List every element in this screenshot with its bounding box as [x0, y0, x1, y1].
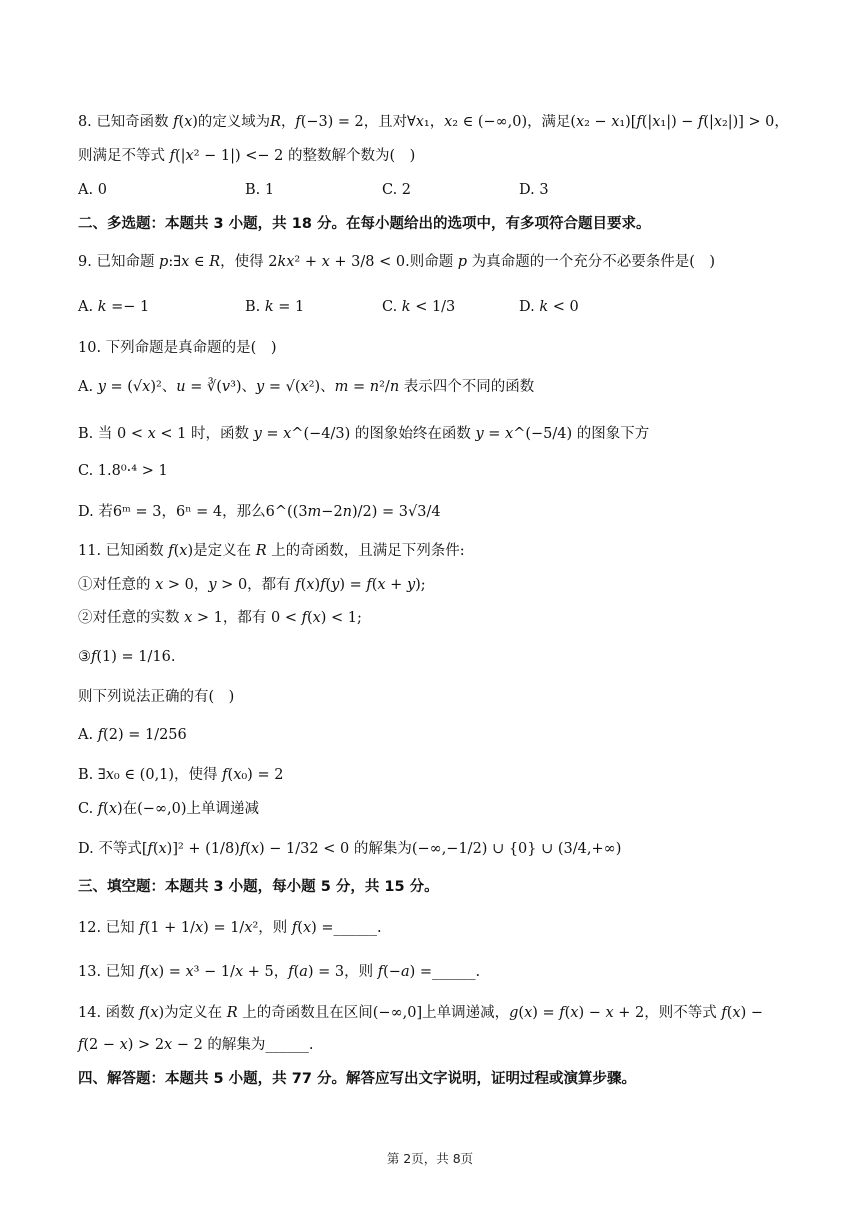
q11-condition-1: ①对任意的 𝑥 > 0，𝑦 > 0，都有 𝑓(𝑥)𝑓(𝑦) = 𝑓(𝑥 + 𝑦);: [78, 577, 426, 593]
q11-option-b: B. ∃𝑥₀ ∈ (0,1)，使得 𝑓(𝑥₀) = 2: [78, 767, 284, 783]
section-4-heading: 四、解答题：本题共 5 小题，共 77 分。解答应写出文字说明，证明过程或演算步骤。: [78, 1071, 636, 1087]
q8-option-b: B. 1: [245, 182, 275, 198]
q10-option-d: D. 若6ᵐ = 3，6ⁿ = 4，那么6^((3𝑚−2𝑛)/2) = 3√3/4: [78, 504, 441, 520]
q8-line2: 则满足不等式 𝑓(|𝑥² − 1|) <− 2 的整数解个数为( ): [78, 148, 416, 164]
q9-stem: 9. 已知命题 𝑝:∃𝑥 ∈ 𝑅，使得 2𝑘𝑥² + 𝑥 + 3/8 < 0.则命题 𝑝 为真命题的一个充分不必要条件是( ): [78, 254, 716, 270]
q9-option-d: D. 𝑘 < 0: [519, 299, 579, 315]
q9-option-a: A. 𝑘 =− 1: [78, 299, 150, 315]
q10-stem: 10. 下列命题是真命题的是( ): [78, 340, 277, 356]
q10-option-a: A. 𝑦 = (√𝑥)²、𝑢 = ∛(𝑣³)、𝑦 = √(𝑥²)、𝑚 = 𝑛²/𝑛 表示四个不同的函数: [78, 379, 535, 395]
q11-condition-3: ③𝑓(1) = 1/16.: [78, 649, 176, 665]
q11-condition-2: ②对任意的实数 𝑥 > 1，都有 0 < 𝑓(𝑥) < 1;: [78, 610, 362, 626]
q11-option-c: C. 𝑓(𝑥)在(−∞,0)上单调递减: [78, 801, 260, 817]
q11-stem: 11. 已知函数 𝑓(𝑥)是定义在 𝑅 上的奇函数，且满足下列条件:: [78, 543, 465, 559]
page-footer: 第 2页，共 8页: [386, 1151, 474, 1166]
q9-option-b: B. 𝑘 = 1: [245, 299, 305, 315]
q11-ask: 则下列说法正确的有( ): [78, 689, 235, 705]
q11-option-d: D. 不等式[𝑓(𝑥)]² + (1/8)𝑓(𝑥) − 1/32 < 0 的解集为(−∞,−1/2) ∪ {0} ∪ (3/4,+∞): [78, 841, 622, 857]
q9-option-c: C. 𝑘 < 1/3: [382, 299, 456, 315]
q14-line1: 14. 函数 𝑓(𝑥)为定义在 𝑅 上的奇函数且在区间(−∞,0]上单调递减，𝑔(𝑥) = 𝑓(𝑥) − 𝑥 + 2，则不等式 𝑓(𝑥) −: [78, 1005, 764, 1021]
section-2-heading: 二、多选题：本题共 3 小题，共 18 分。在每小题给出的选项中，有多项符合题目要求。: [78, 216, 651, 232]
q8-option-d: D. 3: [519, 182, 549, 198]
q10-option-b: B. 当 0 < 𝑥 < 1 时，函数 𝑦 = 𝑥^(−4/3) 的图象始终在函数 𝑦 = 𝑥^(−5/4) 的图象下方: [78, 426, 650, 442]
q8-line1: 8. 已知奇函数 𝑓(𝑥)的定义域为𝑅，𝑓(−3) = 2，且对∀𝑥₁，𝑥₂ ∈ (−∞,0)，满足(𝑥₂ − 𝑥₁)[𝑓(|𝑥₁|) − 𝑓(|𝑥₂|)] > 0，: [78, 114, 789, 130]
q10-option-c: C. 1.8⁰·⁴ > 1: [78, 463, 168, 479]
q13: 13. 已知 𝑓(𝑥) = 𝑥³ − 1/𝑥 + 5，𝑓(𝑎) = 3，则 𝑓(−𝑎) =______.: [78, 964, 481, 980]
q14-line2: 𝑓(2 − 𝑥) > 2𝑥 − 2 的解集为______.: [78, 1037, 314, 1053]
section-3-heading: 三、填空题：本题共 3 小题，每小题 5 分，共 15 分。: [78, 879, 439, 895]
q8-option-c: C. 2: [382, 182, 412, 198]
q12: 12. 已知 𝑓(1 + 1/𝑥) = 1/𝑥²，则 𝑓(𝑥) =______.: [78, 920, 382, 936]
q8-option-a: A. 0: [78, 182, 107, 198]
q11-option-a: A. 𝑓(2) = 1/256: [78, 727, 187, 743]
